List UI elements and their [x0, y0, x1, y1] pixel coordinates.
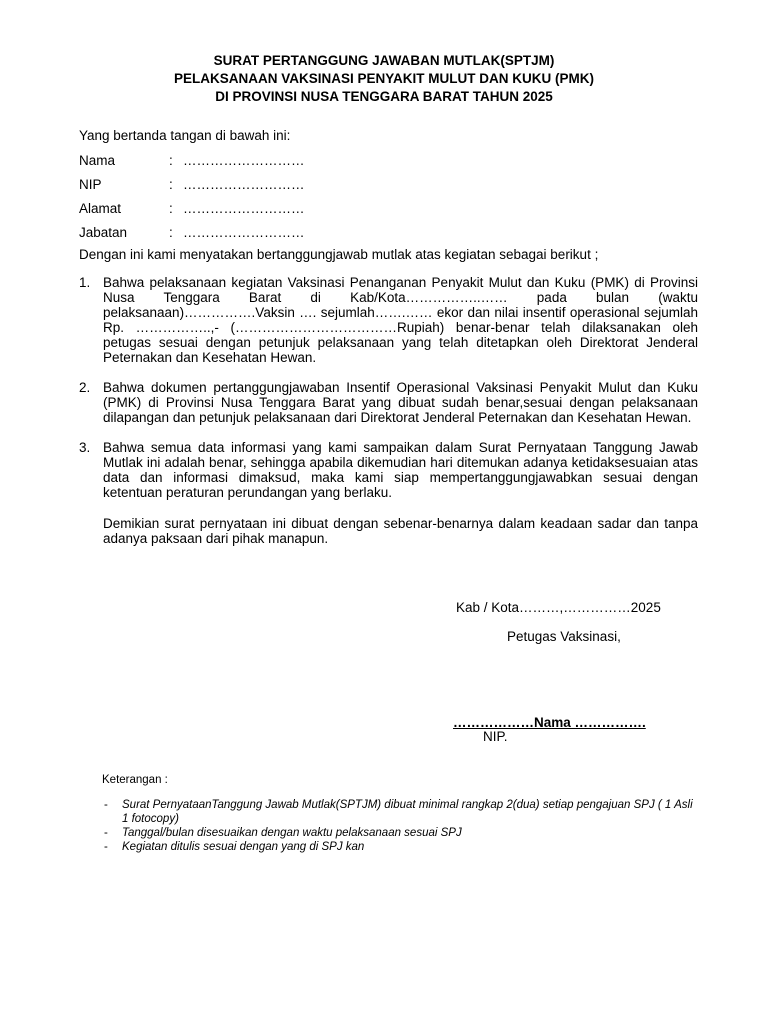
field-colon: : — [169, 177, 173, 192]
declaration-text: Dengan ini kami menyatakan bertanggungjawab mutlak atas kegiatan sebagai berikut ; — [79, 247, 599, 262]
field-alamat — [79, 201, 305, 216]
title-line-1: SURAT PERTANGGUNG JAWABAN MUTLAK(SPTJM) — [213, 53, 555, 68]
notes-list — [102, 798, 702, 854]
field-label: NIP — [79, 177, 102, 192]
note-dash: - — [104, 841, 108, 853]
list-item — [79, 440, 698, 500]
statement-list — [79, 275, 698, 515]
field-nama — [79, 153, 305, 168]
note-text: Kegiatan ditulis sesuai dengan yang di SPJ kan — [122, 841, 365, 853]
signatory-nip: NIP. — [483, 729, 508, 744]
document-title — [0, 52, 768, 106]
item-number: 3. — [79, 440, 91, 455]
field-colon: : — [169, 153, 173, 168]
field-label: Nama — [79, 153, 116, 168]
item-number: 2. — [79, 380, 91, 395]
field-label: Alamat — [79, 201, 122, 216]
note-dash: - — [104, 827, 108, 839]
item-number: 1. — [79, 275, 91, 290]
field-value: ……………………… — [183, 153, 305, 168]
item-text: Bahwa dokumen pertanggungjawaban Insentif Operasional Vaksinasi Penyakit Mulut dan Kuku (PMK) di Provinsi Nusa Tenggara Barat yang dibuat sudah benar,sesuai dengan pelaksanaan dilapangan dan petunjuk pelaksanaan dari Direktorat Jenderal Peternakan dan Kesehatan Hewan. — [103, 380, 698, 425]
field-value: ……………………… — [183, 177, 305, 192]
field-colon: : — [169, 201, 173, 216]
note-item — [102, 798, 702, 826]
place-date: Kab / Kota………,……………2025 — [456, 600, 661, 615]
item-text: Bahwa semua data informasi yang kami sampaikan dalam Surat Pernyataan Tanggung Jawab Mutlak ini adalah benar, sehingga apabila dikemudian hari ditemukan adanya ketidaksesuaian atas data dan informasi dimaksud, maka kami siap mempertanggungjawabkan sesuai dengan ketentuan peraturan perundangan yang berlaku. — [103, 440, 698, 500]
notes-title: Keterangan : — [102, 774, 168, 786]
signatory-role: Petugas Vaksinasi, — [507, 629, 621, 644]
closing-text: Demikian surat pernyataan ini dibuat dengan sebenar-benarnya dalam keadaan sadar dan tanpa adanya paksaan dari pihak manapun. — [103, 516, 698, 546]
field-label: Jabatan — [79, 225, 128, 240]
title-line-3: DI PROVINSI NUSA TENGGARA BARAT TAHUN 2025 — [215, 89, 553, 104]
intro-text: Yang bertanda tangan di bawah ini: — [79, 128, 291, 143]
field-value: ……………………… — [183, 225, 305, 240]
note-text: Tanggal/bulan disesuaikan dengan waktu pelaksanaan sesuai SPJ — [122, 827, 462, 839]
note-item — [102, 840, 702, 854]
list-item — [79, 275, 698, 365]
item-text: Bahwa pelaksanaan kegiatan Vaksinasi Penanganan Penyakit Mulut dan Kuku (PMK) di Provinsi Nusa Tenggara Barat di Kab/Kota……………..…… pada bulan (waktu pelaksanaan)…………….Vaksin …. sejumlah…….…… ekor dan nilai insentif operasional sejumlah Rp. ……………..,- (………………………………Rupiah) benar-benar telah dilaksanakan oleh petugas sesuai dengan petunjuk pelaksanaan yang telah ditetapkan oleh Direktorat Jenderal Peternakan dan Kesehatan Hewan. — [103, 275, 698, 365]
list-item — [79, 380, 698, 425]
signatory-name: ………………Nama ……………. — [453, 715, 646, 730]
title-line-2: PELAKSANAAN VAKSINASI PENYAKIT MULUT DAN KUKU (PMK) — [173, 71, 594, 86]
note-text: Surat PernyataanTanggung Jawab Mutlak(SPTJM) dibuat minimal rangkap 2(dua) setiap pengajuan SPJ ( 1 Asli 1 fotocopy) — [122, 799, 693, 825]
field-nip — [79, 177, 305, 192]
field-jabatan — [79, 225, 305, 240]
note-dash: - — [104, 799, 108, 811]
field-colon: : — [169, 225, 173, 240]
field-value: ……………………… — [183, 201, 305, 216]
note-item — [102, 826, 702, 840]
